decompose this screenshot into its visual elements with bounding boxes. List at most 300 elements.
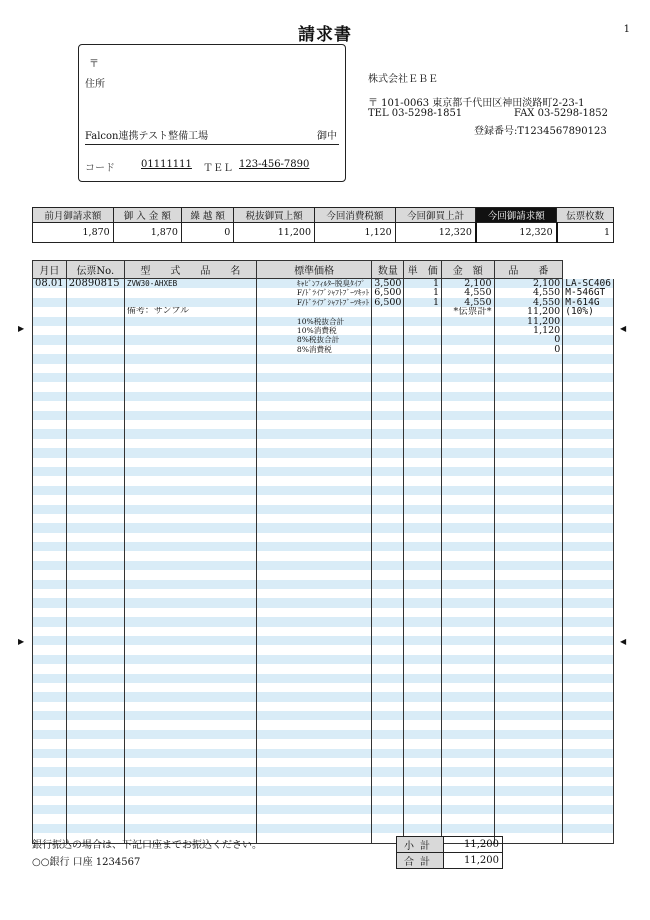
detail-empty-row [33,570,614,579]
detail-empty-row [33,627,614,636]
detail-cell-date [33,288,67,297]
detail-cell-slip [66,288,124,297]
detail-cell-slip [66,608,124,617]
detail-cell-date [33,777,67,786]
detail-empty-row [33,683,614,692]
detail-empty-row [33,645,614,654]
detail-cell-model [124,467,256,476]
detail-cell-qty [404,617,442,626]
detail-cell-name [256,608,371,617]
detail-cell-unit [442,730,494,739]
detail-cell-model [124,298,256,307]
detail-cell-amount [494,617,563,626]
detail-cell-name [256,382,371,391]
detail-cell-model [124,645,256,654]
detail-cell-part [563,645,614,654]
detail-cell-name [256,467,371,476]
detail-cell-name [256,749,371,758]
detail-cell-unit [442,345,494,354]
detail-empty-row [33,476,614,485]
detail-cell-part [563,439,614,448]
detail-cell-list [372,505,404,514]
detail-cell-qty [404,655,442,664]
detail-cell-list [372,683,404,692]
detail-empty-row [33,702,614,711]
detail-cell-model [124,720,256,729]
detail-cell-part [563,655,614,664]
detail-cell-list [372,598,404,607]
detail-empty-row [33,373,614,382]
detail-cell-list [372,542,404,551]
detail-cell-qty [404,335,442,344]
detail-cell-name [256,495,371,504]
total-row [397,853,503,869]
detail-cell-slip [66,420,124,429]
detail-cell-amount [494,392,563,401]
detail-cell-part [563,326,614,335]
detail-cell-unit [442,326,494,335]
recipient-code: 01111111 [141,159,192,170]
detail-cell-date [33,655,67,664]
detail-cell-part [563,317,614,326]
detail-cell-name: 10%税抜合計 [256,317,371,326]
detail-cell-qty [404,307,442,316]
detail-cell-qty [404,439,442,448]
detail-cell-model [124,420,256,429]
detail-cell-model [124,288,256,297]
detail-cell-part [563,627,614,636]
detail-cell-date [33,749,67,758]
detail-cell-part [563,458,614,467]
detail-cell-part [563,674,614,683]
detail-header-slip: 伝票No. [66,261,124,279]
detail-cell-list [372,448,404,457]
detail-header-list-price: 標準価格 [256,261,371,279]
subtotal-label: 小計 [397,837,444,853]
detail-cell-part [563,767,614,776]
detail-cell-list [372,786,404,795]
detail-cell-model [124,382,256,391]
address-label: 住所 [85,79,105,90]
detail-cell-model [124,542,256,551]
detail-cell-list [372,523,404,532]
detail-cell-name [256,570,371,579]
detail-cell-name: F/ﾄﾞﾗｲﾌﾞｼｬﾌﾄﾌﾞｰﾂｷｯﾄ [256,298,371,307]
current-billing-amount: 12,320 [476,223,557,243]
detail-cell-slip [66,805,124,814]
detail-cell-part [563,533,614,542]
detail-cell-unit: *伝票計* [442,307,494,316]
detail-cell-date [33,533,67,542]
detail-cell-list [372,636,404,645]
detail-empty-row [33,392,614,401]
detail-cell-amount [494,551,563,560]
detail-cell-date [33,364,67,373]
detail-cell-slip [66,542,124,551]
detail-cell-list [372,739,404,748]
detail-cell-slip [66,505,124,514]
detail-cell-slip [66,580,124,589]
detail-cell-amount [494,767,563,776]
detail-cell-name [256,692,371,701]
detail-cell-qty [404,758,442,767]
detail-cell-slip [66,627,124,636]
sender-address: 〒 101-0063 東京都千代田区神田淡路町2-23-1 [368,98,585,109]
subtotal-row [397,837,503,853]
detail-cell-amount [494,420,563,429]
detail-cell-qty [404,767,442,776]
detail-cell-slip [66,683,124,692]
detail-cell-amount [494,382,563,391]
detail-cell-slip [66,392,124,401]
detail-cell-part [563,749,614,758]
detail-cell-model [124,317,256,326]
detail-cell-name [256,730,371,739]
detail-cell-unit [442,608,494,617]
sender-company: 株式会社ＥＢＥ [368,74,438,85]
detail-cell-name [256,458,371,467]
detail-empty-row [33,439,614,448]
detail-header-row [33,261,614,279]
page-number: 1 [623,24,630,35]
detail-cell-slip [66,458,124,467]
detail-cell-amount [494,448,563,457]
detail-row [33,345,614,354]
detail-cell-unit [442,561,494,570]
detail-empty-row [33,523,614,532]
detail-cell-date [33,805,67,814]
detail-cell-amount [494,645,563,654]
detail-cell-qty [404,814,442,823]
summary-header: 御 入 金 額 [113,208,181,223]
detail-cell-slip [66,401,124,410]
detail-cell-amount [494,570,563,579]
detail-cell-qty [404,486,442,495]
detail-cell-list [372,758,404,767]
detail-cell-name [256,514,371,523]
detail-empty-row [33,758,614,767]
detail-cell-date [33,598,67,607]
detail-cell-name [256,307,371,316]
detail-cell-model [124,814,256,823]
detail-cell-qty [404,720,442,729]
detail-cell-amount [494,674,563,683]
detail-empty-row [33,739,614,748]
detail-cell-date [33,542,67,551]
detail-cell-part [563,758,614,767]
purchase-total-amount: 12,320 [395,223,476,243]
detail-cell-unit [442,354,494,363]
detail-cell-qty [404,392,442,401]
detail-cell-date [33,711,67,720]
detail-cell-unit [442,486,494,495]
detail-cell-qty [404,683,442,692]
slip-count: 1 [557,223,614,243]
detail-cell-part [563,382,614,391]
detail-empty-row [33,486,614,495]
detail-cell-qty [404,411,442,420]
detail-cell-unit [442,429,494,438]
detail-cell-amount: 1,120 [494,326,563,335]
detail-cell-unit [442,692,494,701]
detail-cell-list [372,655,404,664]
detail-cell-name [256,664,371,673]
detail-cell-amount [494,749,563,758]
detail-cell-amount: 4,550 [494,298,563,307]
detail-cell-date [33,786,67,795]
detail-cell-model [124,608,256,617]
detail-cell-name [256,805,371,814]
detail-cell-qty [404,739,442,748]
detail-cell-amount [494,627,563,636]
detail-cell-qty [404,692,442,701]
detail-cell-amount [494,476,563,485]
detail-cell-unit [442,570,494,579]
detail-cell-model [124,495,256,504]
detail-cell-qty [404,608,442,617]
detail-cell-unit [442,439,494,448]
detail-cell-model [124,739,256,748]
detail-cell-model [124,364,256,373]
detail-cell-model [124,392,256,401]
detail-cell-list [372,335,404,344]
detail-row [33,335,614,344]
detail-cell-part [563,364,614,373]
detail-cell-model [124,730,256,739]
detail-cell-qty [404,598,442,607]
detail-cell-name [256,448,371,457]
detail-cell-date [33,523,67,532]
detail-cell-date [33,476,67,485]
detail-cell-name [256,786,371,795]
detail-cell-part [563,345,614,354]
detail-cell-date [33,561,67,570]
detail-cell-amount [494,364,563,373]
consumption-tax-amount: 1,120 [315,223,396,243]
detail-cell-qty [404,542,442,551]
detail-cell-unit [442,627,494,636]
detail-row [33,288,614,297]
detail-cell-list [372,429,404,438]
detail-cell-date [33,514,67,523]
detail-cell-slip [66,814,124,823]
summary-header-row [33,208,614,223]
detail-cell-name [256,561,371,570]
detail-cell-slip [66,645,124,654]
detail-cell-amount [494,373,563,382]
sender-tel: TEL 03-5298-1851 [368,108,463,119]
detail-cell-slip [66,796,124,805]
detail-cell-list [372,570,404,579]
detail-empty-row [33,598,614,607]
detail-cell-unit [442,458,494,467]
detail-cell-qty [404,702,442,711]
detail-cell-qty [404,401,442,410]
detail-cell-list [372,796,404,805]
name-underline [85,144,339,145]
left-margin-mark: ▶ [18,637,25,646]
detail-cell-model [124,767,256,776]
detail-empty-row [33,786,614,795]
detail-cell-model [124,335,256,344]
detail-cell-list [372,411,404,420]
detail-cell-name [256,420,371,429]
detail-header-unit-price: 単 価 [404,261,442,279]
detail-cell-qty [404,664,442,673]
detail-cell-list [372,720,404,729]
detail-cell-amount [494,429,563,438]
detail-cell-slip [66,570,124,579]
detail-cell-unit [442,805,494,814]
detail-cell-date: 08.01 [33,279,67,289]
detail-cell-unit [442,505,494,514]
detail-cell-name [256,392,371,401]
detail-cell-slip [66,730,124,739]
detail-empty-row [33,655,614,664]
detail-cell-list [372,711,404,720]
detail-cell-date [33,720,67,729]
detail-cell-amount [494,805,563,814]
detail-cell-qty [404,458,442,467]
detail-cell-unit [442,636,494,645]
detail-empty-row [33,674,614,683]
detail-cell-model [124,429,256,438]
detail-cell-list [372,392,404,401]
detail-cell-list [372,589,404,598]
detail-cell-qty [404,382,442,391]
detail-cell-model [124,598,256,607]
detail-cell-slip [66,824,124,833]
detail-cell-model [124,326,256,335]
detail-row [33,279,614,289]
detail-cell-unit: 2,100 [442,279,494,289]
left-margin-mark: ▶ [18,324,25,333]
detail-cell-list [372,777,404,786]
detail-cell-model [124,580,256,589]
detail-cell-amount [494,439,563,448]
detail-cell-unit [442,411,494,420]
detail-empty-row [33,505,614,514]
detail-cell-date [33,758,67,767]
detail-cell-unit: 4,550 [442,298,494,307]
detail-header-part-number: 品 番 [494,261,563,279]
detail-body [33,279,614,844]
detail-cell-part [563,608,614,617]
detail-cell-date [33,467,67,476]
detail-cell-list [372,354,404,363]
detail-cell-slip [66,533,124,542]
summary-value-row [33,223,614,243]
detail-cell-date [33,335,67,344]
detail-cell-part [563,664,614,673]
detail-cell-part [563,542,614,551]
detail-cell-list: 6,500 [372,298,404,307]
detail-cell-qty [404,523,442,532]
detail-cell-amount [494,739,563,748]
detail-cell-unit [442,364,494,373]
detail-cell-qty [404,824,442,833]
detail-cell-date [33,345,67,354]
detail-cell-unit [442,674,494,683]
detail-cell-qty [404,711,442,720]
summary-header: 繰 越 額 [181,208,233,223]
detail-cell-slip [66,720,124,729]
detail-empty-row [33,514,614,523]
detail-cell-model [124,345,256,354]
detail-cell-qty [404,354,442,363]
detail-cell-list [372,317,404,326]
detail-cell-name [256,674,371,683]
detail-cell-amount [494,730,563,739]
detail-cell-slip [66,373,124,382]
detail-cell-slip [66,345,124,354]
detail-cell-list [372,345,404,354]
detail-cell-model [124,758,256,767]
detail-cell-amount: 0 [494,345,563,354]
detail-cell-amount [494,354,563,363]
detail-cell-date [33,307,67,316]
detail-cell-part [563,551,614,560]
detail-cell-model [124,476,256,485]
detail-empty-row [33,749,614,758]
detail-empty-row [33,495,614,504]
detail-cell-slip [66,439,124,448]
detail-cell-slip [66,561,124,570]
detail-cell-name [256,617,371,626]
detail-cell-part [563,720,614,729]
detail-cell-list [372,533,404,542]
code-label: コード [85,163,115,174]
detail-cell-slip [66,448,124,457]
detail-cell-name [256,767,371,776]
detail-cell-slip [66,617,124,626]
detail-cell-list [372,561,404,570]
detail-cell-date [33,702,67,711]
detail-cell-list: 3,500 [372,279,404,289]
detail-empty-row [33,561,614,570]
detail-cell-part [563,683,614,692]
detail-cell-qty: 1 [404,279,442,289]
detail-empty-row [33,401,614,410]
detail-cell-slip [66,307,124,316]
subtotal-value: 11,200 [444,837,503,853]
detail-cell-slip [66,692,124,701]
detail-cell-name [256,824,371,833]
detail-cell-qty [404,570,442,579]
detail-empty-row [33,533,614,542]
detail-cell-unit [442,749,494,758]
detail-cell-model [124,796,256,805]
detail-cell-unit [442,467,494,476]
detail-cell-amount [494,720,563,729]
detail-cell-unit [442,523,494,532]
detail-header-amount: 金 額 [442,261,494,279]
detail-empty-row [33,364,614,373]
detail-cell-name [256,598,371,607]
detail-cell-part [563,636,614,645]
detail-cell-part [563,514,614,523]
detail-cell-date [33,664,67,673]
detail-cell-unit [442,814,494,823]
detail-cell-name: 8%消費税 [256,345,371,354]
detail-cell-qty [404,749,442,758]
detail-cell-name [256,702,371,711]
summary-header-current-billing: 今回御請求額 [476,208,557,223]
detail-table [32,260,614,844]
detail-cell-list [372,401,404,410]
detail-cell-amount [494,467,563,476]
detail-cell-part [563,824,614,833]
